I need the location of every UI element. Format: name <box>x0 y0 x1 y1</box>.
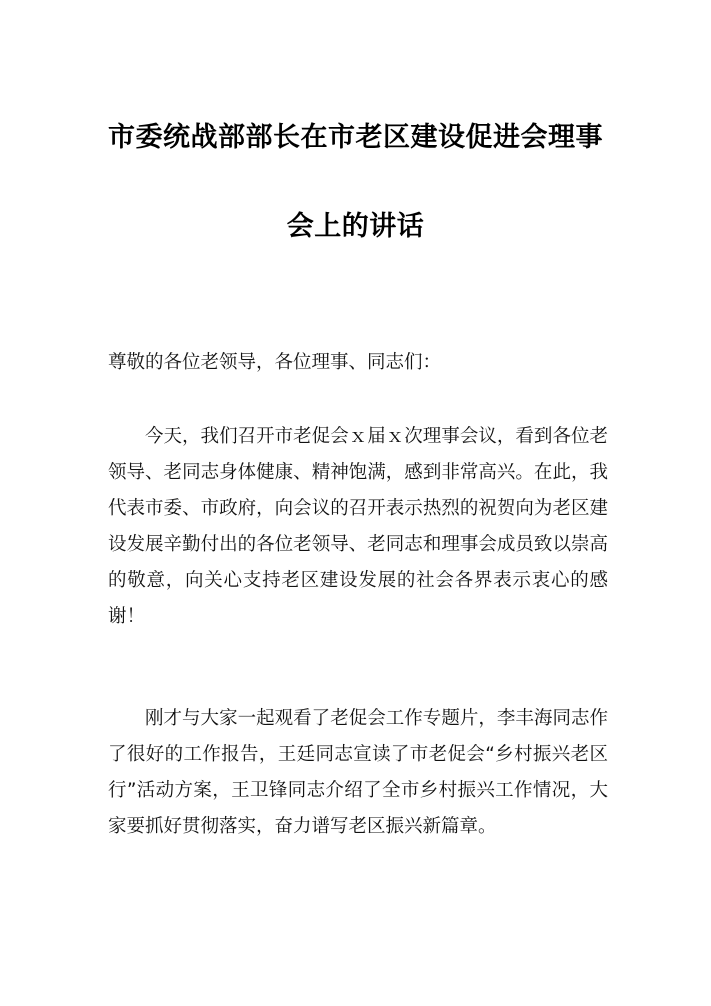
document-title-line-1: 市委统战部部长在市老区建设促进会理事 <box>108 122 603 153</box>
speech-greeting: 尊敬的各位老领导，各位理事、同志们： <box>108 352 442 373</box>
document-title-line-2: 会上的讲话 <box>286 211 425 242</box>
speech-paragraph-2: 刚才与大家一起观看了老促会工作专题片，李丰海同志作了很好的工作报告，王廷同志宣读了市老促会“乡村振兴老区行”活动方案，王卫锋同志介绍了全市乡村振兴工作情况，大家要抓好贯彻落实，奋力谱写老区振兴新篇章。 <box>108 708 608 837</box>
speech-paragraph-1: 今天，我们召开市老促会ｘ届ｘ次理事会议，看到各位老领导、老同志身体健康、精神饱满，感到非常高兴。在此，我代表市委、市政府，向会议的召开表示热烈的祝贺向为老区建设发展辛勤付出的各位老领导、老同志和理事会成员致以崇高的敬意，向关心支持老区建设发展的社会各界表示衷心的感谢！ <box>108 426 608 627</box>
